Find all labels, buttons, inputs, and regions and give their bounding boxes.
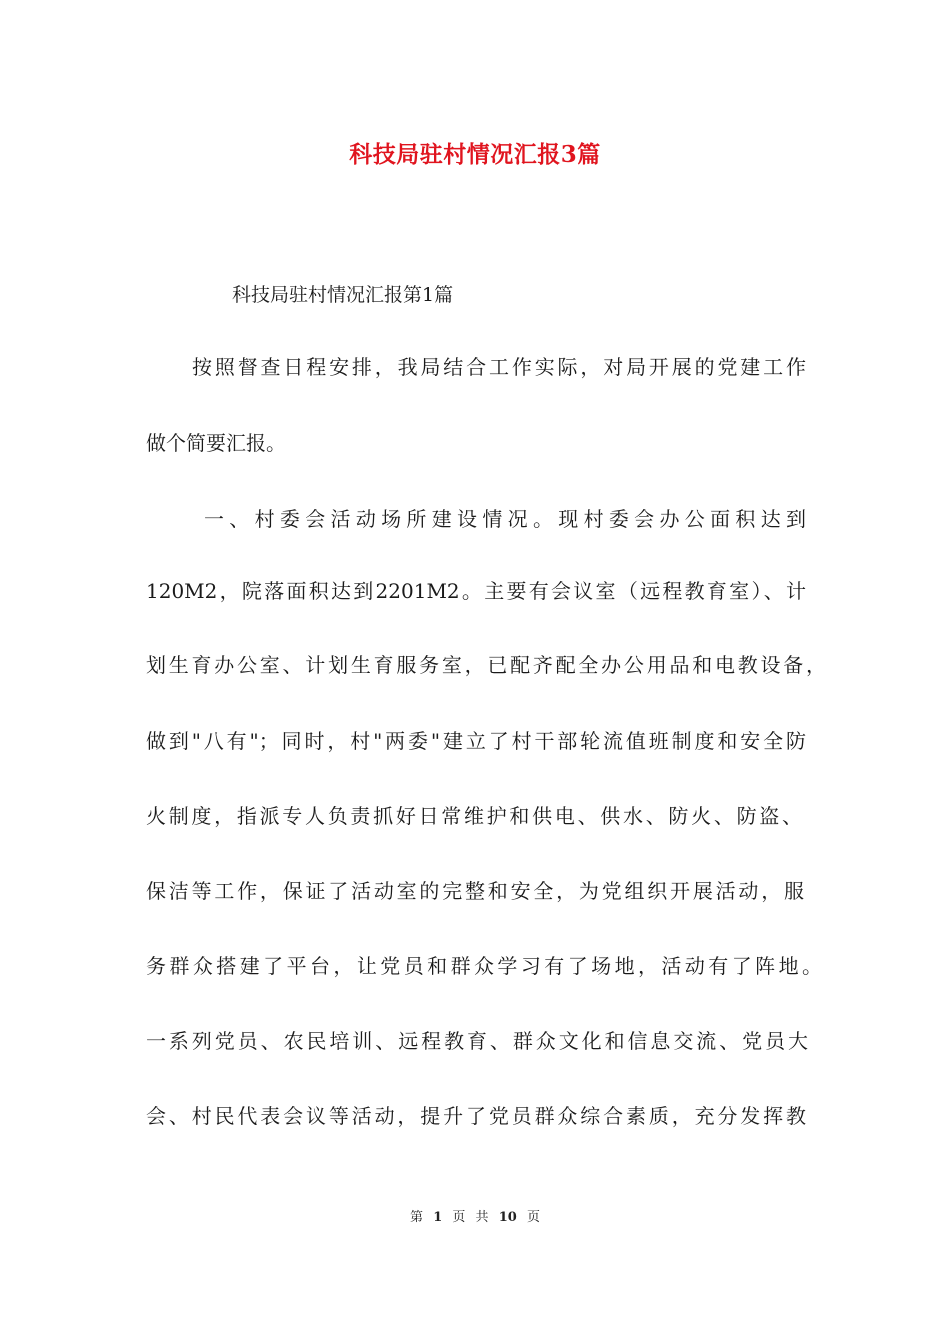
footer-suffix: 页 (526, 1210, 540, 1225)
paragraph-1-line-1: 按照督查日程安排，我局结合工作实际，对局开展的党建工作 (192, 355, 806, 379)
footer-prefix: 第 (410, 1210, 424, 1225)
page-footer (0, 1208, 950, 1228)
paragraph-2-line-6: 保洁等工作，保证了活动室的完整和安全，为党组织开展活动，服 (146, 879, 804, 903)
paragraph-2-line-9: 会、村民代表会议等活动，提升了党员群众综合素质，充分发挥教 (146, 1104, 806, 1128)
section-heading: 科技局驻村情况汇报第1篇 (232, 284, 454, 306)
paragraph-2-line-4: 做到"八有"；同时，村"两委"建立了村干部轮流值班制度和安全防 (146, 729, 806, 753)
footer-page-number: 1 (433, 1210, 443, 1225)
document-title: 科技局驻村情况汇报3篇 (349, 141, 601, 168)
paragraph-2-line-8: 一系列党员、农民培训、远程教育、群众文化和信息交流、党员大 (146, 1029, 808, 1053)
paragraph-1-line-2: 做个简要汇报。 (146, 431, 286, 455)
footer-total-word: 共 (475, 1210, 489, 1225)
footer-page-word: 页 (452, 1210, 466, 1225)
paragraph-2-line-7: 务群众搭建了平台，让党员和群众学习有了场地，活动有了阵地。 (146, 954, 822, 978)
paragraph-2-line-5: 火制度，指派专人负责抓好日常维护和供电、供水、防火、防盗、 (146, 804, 802, 828)
paragraph-2-line-2: 120M2，院落面积达到2201M2。主要有会议室（远程教育室）、计 (146, 579, 806, 603)
paragraph-2-line-1: 一、村委会活动场所建设情况。现村委会办公面积达到 (204, 507, 806, 531)
footer-total-pages: 10 (498, 1210, 517, 1225)
paragraph-2-line-3: 划生育办公室、计划生育服务室，已配齐配全办公用品和电教设备， (146, 653, 826, 677)
